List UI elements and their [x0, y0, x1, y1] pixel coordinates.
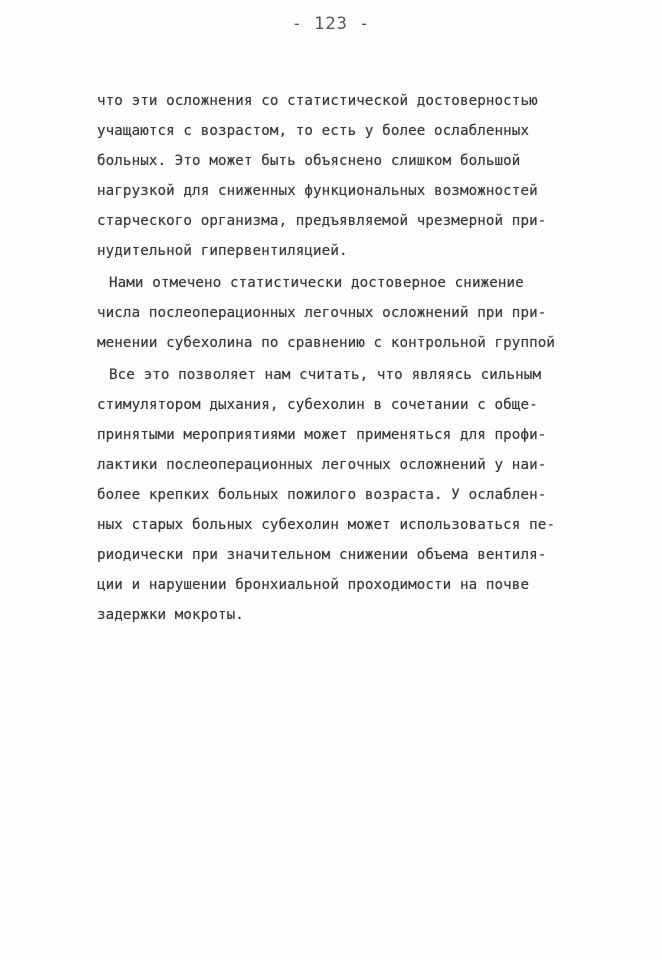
paragraph-3: [97, 360, 587, 630]
text-line: числа послеоперационных легочных осложнений при при-: [97, 305, 547, 321]
text-line: лактики послеоперационных легочных осложнений у наи-: [97, 457, 547, 473]
text-line: риодически при значительном снижении объема вентиля-: [97, 547, 547, 563]
text-line: нудительной гипервентиляцией.: [97, 243, 348, 259]
page-number: - 123 -: [291, 14, 371, 34]
text-line: что эти осложнения со статистической достоверностью: [97, 93, 538, 109]
text-line: учащаются с возрастом, то есть у более ослабленных: [97, 123, 530, 139]
text-line: задержки мокроты.: [97, 607, 244, 623]
text-line: нагрузкой для сниженных функциональных возможностей: [97, 183, 538, 199]
text-line: принятыми мероприятиями может применяться для профи-: [97, 427, 547, 443]
text-line: Все это позволяет нам считать, что являясь сильным: [109, 367, 542, 383]
text-line: Нами отмечено статистически достоверное снижение: [109, 275, 524, 291]
text-line: ных старых больных субехолин может использоваться пе-: [97, 517, 556, 533]
text-line: менении субехолина по сравнению с контрольной группой: [97, 335, 556, 351]
body-text: [97, 86, 587, 630]
paragraph-1: [97, 86, 587, 266]
text-line: ции и нарушении бронхиальной проходимости на почве: [97, 577, 530, 593]
text-line: старческого организма, предъявляемой чрезмерной при-: [97, 213, 547, 229]
text-line: более крепких больных пожилого возраста. У ослаблен-: [97, 487, 547, 503]
paragraph-2: [97, 268, 587, 358]
text-line: больных. Это может быть объяснено слишком большой: [97, 153, 521, 169]
text-line: стимулятором дыхания, субехолин в сочетании с обще-: [97, 397, 538, 413]
